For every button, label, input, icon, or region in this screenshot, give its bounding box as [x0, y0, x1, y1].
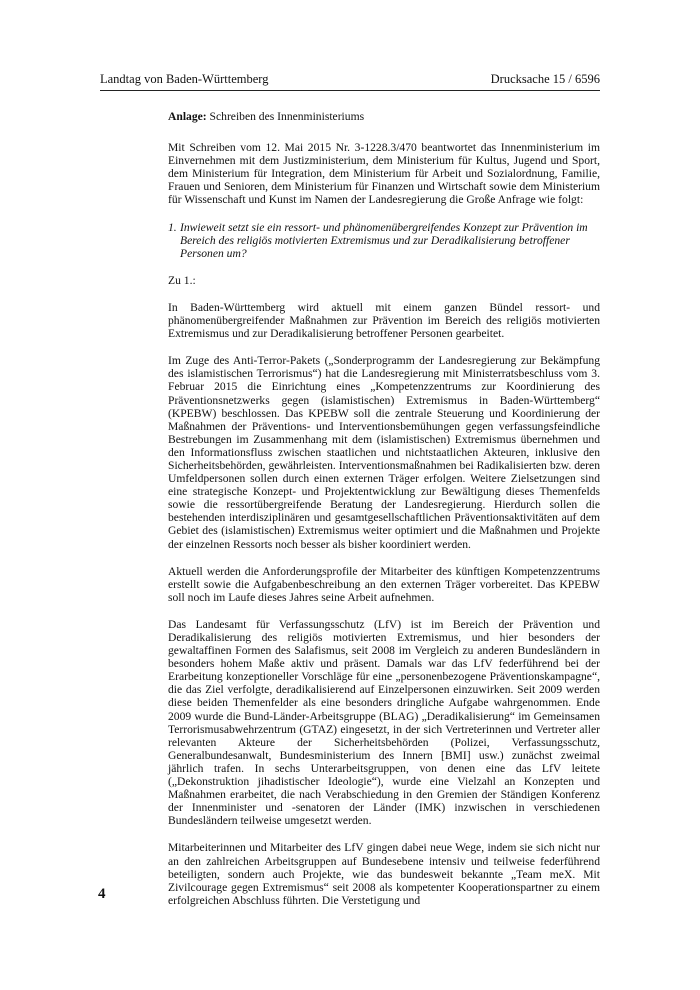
question-number: 1. [168, 220, 177, 234]
intro-paragraph: Mit Schreiben vom 12. Mai 2015 Nr. 3-1228.3/470 beantwortet das Innenministerium im Einvernehmen mit dem Justizministerium, dem Ministerium für Kultus, Jugend und Sport, dem Ministerium für Integration, dem Ministerium für Arbeit und Sozialordnung, Familie, Frauen und Senioren, dem Ministerium für Finanzen und Wirtschaft sowie dem Ministerium für Wissenschaft und Kunst im Namen der Landesregierung die Große Anfrage wie folgt: [168, 141, 600, 207]
header-document-number: Drucksache 15 / 6596 [490, 72, 600, 86]
body-paragraph-2: Im Zuge des Anti-Terror-Pakets („Sonderprogramm der Landesregierung zur Bekämpfung des islamistischen Terrorismus“) hat die Landesregierung mit Ministerratsbeschluss vom 3. Februar 2015 die Einrichtung eines „Kompetenzzentrums zur Koordinierung des Präventionsnetzwerks gegen (islamistischen) Extremismus in Baden-Württemberg“ (KPEBW) beschlossen. Das KPEBW soll die zentrale Steuerung und Koordinierung der Maßnahmen der Präventions- und Interventionsbemühungen gegen verfassungsfeindliche Bestrebungen im Zusammenhang mit dem (islamistischen) Extremismus übernehmen und den Informationsfluss zwischen staatlichen und nichtstaatlichen Akteuren, inklusive den Sicherheitsbehörden, gewährleisten. Interventionsmaßnahmen bei Radikalisierten bzw. deren Umfeldpersonen sollen durch einen externen Träger erfolgen. Weitere Zielsetzungen sind eine strategische Konzept- und Projektentwicklung zur Bewältigung dieses Themenfelds sowie die ressortübergreifende Beratung der Landesregierung. Hierdurch sollen die bestehenden interdisziplinären und gesamtgesellschaftlichen Präventionsaktivitäten auf dem Gebiet des (islamistischen) Extremismus weiter optimiert und die Maßnahmen und Projekte der einzelnen Ressorts noch besser als bisher koordiniert werden. [168, 354, 600, 551]
header-divider [100, 90, 600, 91]
header-publisher: Landtag von Baden-Württemberg [100, 72, 269, 86]
body-paragraph-3: Aktuell werden die Anforderungsprofile der Mitarbeiter des künftigen Kompetenzzentrums erstellt sowie die Aufgabenbeschreibung an den externen Träger vorbereitet. Das KPEBW soll noch im Laufe dieses Jahres seine Arbeit aufnehmen. [168, 564, 600, 604]
annex-label: Anlage: [168, 110, 207, 123]
question-1 [168, 221, 600, 260]
document-body [168, 110, 600, 921]
body-paragraph-4: Das Landesamt für Verfassungsschutz (LfV) ist im Bereich der Prävention und Deradikalisierung des religiös motivierten Extremismus, und hier besonders der gewaltaffinen Formen des Salafismus, seit 2008 im Vergleich zu anderen Bundesländern in besonders hohem Maße aktiv und präsent. Damals war das LfV federführend bei der Erarbeitung konzeptioneller Vorschläge für eine „personenbezogene Präventionskampagne“, die das Ziel verfolgte, deradikalisierend auf Einzelpersonen einzuwirken. Seit 2009 werden diese beiden Themenfelder als eine besonders dringliche Aufgabe wahrgenommen. Ende 2009 wurde die Bund-Länder-Arbeitsgruppe (BLAG) „Deradikalisierung“ im Gemeinsamen Terrorismusabwehrzentrum (GTAZ) eingesetzt, in der sich Vertreterinnen und Vertreter aller relevanten Akteure der Sicherheitsbehörden (Polizei, Verfassungsschutz, Generalbundesanwalt, Bundesministerium des Innern [BMI] usw.) zunächst zweimal jährlich trafen. In sechs Unterarbeitsgruppen, von denen eine das LfV leitete („Dekonstruktion jihadistischer Ideologie“), wurde eine Vielzahl an Konzepten und Maßnahmen erarbeitet, die nach Verabschiedung in den Gremien der Ständigen Konferenz der Innenminister und -senatoren der Länder (IMK) inzwischen in verschiedenen Bundesländern teilweise umgesetzt werden. [168, 617, 600, 828]
answer-label: Zu 1.: [168, 273, 196, 287]
page-header [100, 70, 600, 88]
body-paragraph-1: In Baden-Württemberg wird aktuell mit einem ganzen Bündel ressort- und phänomenübergreifender Maßnahmen zur Prävention im Bereich des religiös motivierten Extremismus und zur Deradikalisierung betroffener Personen gearbeitet. [168, 300, 600, 341]
annex-text: Schreiben des Innenministeriums [206, 110, 365, 123]
page-number: 4 [98, 886, 106, 902]
annex-line [168, 110, 600, 123]
question-text: Inwieweit setzt sie ein ressort- und phänomenübergreifendes Konzept zur Prävention im Bereich des religiös motivierten Extremismus und zur Deradikalisierung betroffener Personen um? [180, 220, 588, 260]
body-paragraph-5: Mitarbeiterinnen und Mitarbeiter des LfV gingen dabei neue Wege, indem sie sich nicht nur an den zahlreichen Arbeitsgruppen auf Bundesebene intensiv und teilweise federführend beteiligten, sondern auch Projekte, wie das bundesweit bekannte „Team meX. Mit Zivilcourage gegen Extremismus“ seit 2008 als kompetenter Kooperationspartner zu einem erfolgreichen Abschluss führten. Die Verstetigung und [168, 841, 600, 907]
